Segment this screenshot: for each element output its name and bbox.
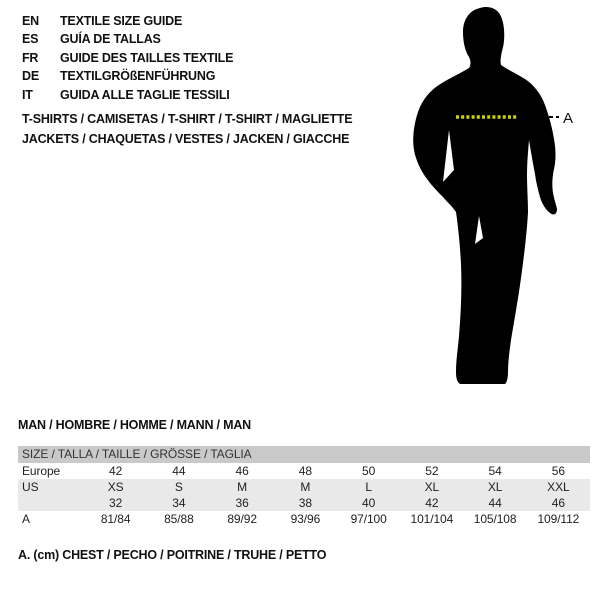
table-row-a-chest [18, 511, 590, 527]
man-silhouette-svg [400, 0, 600, 400]
category-list [22, 109, 352, 149]
table-cell: M [237, 480, 248, 494]
table-cell: 40 [362, 496, 376, 510]
language-row-en [22, 12, 233, 30]
footnote-chest-measure: A. (cm) CHEST / PECHO / POITRINE / TRUHE / PETTO [18, 548, 327, 562]
language-row-it [22, 86, 233, 104]
table-cell: 97/100 [350, 512, 387, 526]
table-cell: M [300, 480, 311, 494]
table-cell: 42 [425, 496, 439, 510]
table-cell: XXL [547, 480, 570, 494]
category-jackets: JACKETS / CHAQUETAS / VESTES / JACKEN / GIACCHE [22, 132, 350, 146]
table-cell: 46 [235, 464, 249, 478]
table-cell: 46 [551, 496, 565, 510]
table-cell: 38 [298, 496, 312, 510]
table-cell: 54 [488, 464, 502, 478]
table-cell: 105/108 [473, 512, 517, 526]
language-code: IT [22, 87, 33, 102]
table-cell: L [365, 480, 372, 494]
table-cell: 109/112 [537, 512, 580, 526]
language-row-es [22, 30, 233, 48]
table-cell: 81/84 [100, 512, 131, 526]
table-cell: 36 [235, 496, 249, 510]
table-cell: 42 [109, 464, 123, 478]
table-cell: 101/104 [410, 512, 454, 526]
table-row-us [18, 479, 590, 495]
language-list [22, 12, 233, 104]
table-cell: 89/92 [227, 512, 257, 526]
table-row-europe [18, 463, 590, 479]
table-cell: 85/88 [164, 512, 194, 526]
language-code: EN [22, 14, 39, 28]
table-cell: 93/96 [290, 512, 321, 526]
language-row-fr [22, 49, 233, 67]
table-cell: XL [424, 480, 440, 494]
measure-label-a: A [563, 110, 574, 127]
language-label: TEXTILE SIZE GUIDE [60, 14, 183, 28]
table-cell: 44 [172, 464, 186, 478]
language-label: GUÍA DE TALLAS [60, 32, 161, 47]
language-label: GUIDA ALLE TAGLIE TESSILI [60, 87, 230, 102]
table-cell: 44 [488, 496, 502, 510]
size-table-header: SIZE / TALLA / TAILLE / GRÖSSE / TAGLIA [18, 446, 590, 463]
row-label [18, 495, 84, 511]
row-label: US [22, 480, 39, 494]
row-label: Europe [22, 464, 61, 478]
table-cell: XS [107, 480, 124, 494]
table-cell: 34 [172, 496, 186, 510]
row-label: A [22, 512, 30, 526]
table-cell: 32 [109, 496, 123, 510]
language-label: GUIDE DES TAILLES TEXTILE [60, 50, 234, 65]
language-code: ES [22, 32, 39, 47]
language-code: FR [22, 50, 39, 65]
man-silhouette-figure [400, 0, 600, 400]
section-title-man: MAN / HOMBRE / HOMME / MANN / MAN [18, 418, 251, 432]
language-code: DE [22, 69, 39, 84]
table-row-numeric [18, 495, 590, 511]
table-cell: XL [487, 480, 503, 494]
man-silhouette [413, 7, 557, 384]
table-cell: 52 [425, 464, 439, 478]
table-cell: 56 [551, 464, 565, 478]
table-cell: S [174, 480, 183, 494]
language-row-de [22, 67, 233, 85]
category-tshirts: T-SHIRTS / CAMISETAS / T-SHIRT / T-SHIRT / MAGLIETTE [22, 112, 353, 126]
language-label: TEXTILGRÖßENFÜHRUNG [60, 69, 216, 84]
table-cell: 50 [362, 464, 376, 478]
table-cell: 48 [298, 464, 312, 478]
size-table [18, 446, 590, 527]
